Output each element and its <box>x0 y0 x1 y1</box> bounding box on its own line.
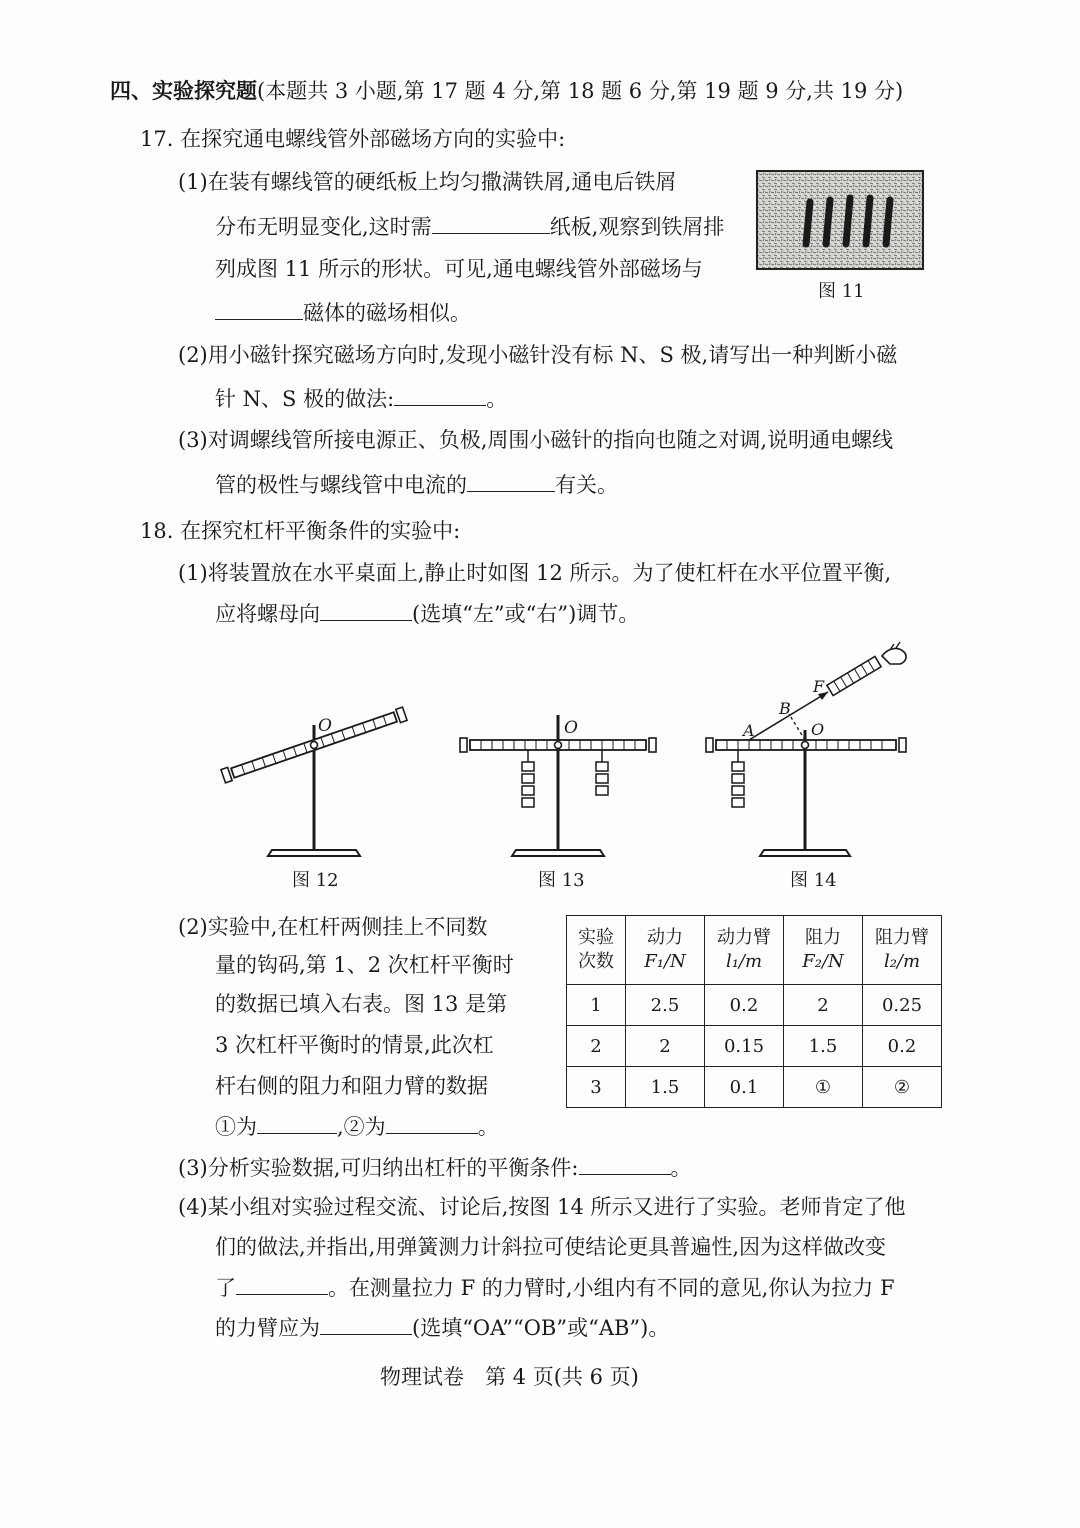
answer-blank[interactable] <box>257 1111 337 1134</box>
q17-p2-text-a: 针 N、S 极的做法: <box>215 387 395 411</box>
figure-12-tilted-lever <box>210 700 420 860</box>
table-cell: 1.5 <box>626 1067 705 1108</box>
q17-p3-line2 <box>215 469 618 500</box>
q18-p4-line4 <box>215 1312 669 1343</box>
answer-blank[interactable] <box>320 598 412 621</box>
answer-blank[interactable] <box>394 383 486 406</box>
fig14-label-F: F <box>813 677 825 696</box>
fig11-caption: 图 11 <box>818 281 865 302</box>
section-note: (本题共 3 小题,第 17 题 4 分,第 18 题 6 分,第 19 题 9 分,共 19 分) <box>257 79 904 103</box>
answer-blank[interactable] <box>215 297 303 320</box>
q18-p2-line2: 量的钩码,第 1、2 次杠杆平衡时 <box>215 953 514 977</box>
q18-stem: 18. 在探究杠杆平衡条件的实验中: <box>140 519 461 543</box>
q18-p4-text-b: 。在测量拉力 F 的力臂时,小组内有不同的意见,你认为拉力 F <box>328 1276 895 1300</box>
q17-p2-text-b: 。 <box>486 387 508 411</box>
q17-p3-text-b: 有关。 <box>555 473 618 497</box>
q18-p1-text-a: 应将螺母向 <box>215 602 320 626</box>
table-row <box>567 985 942 1026</box>
figure-13-balanced-lever <box>456 700 668 860</box>
table-cell: 0.1 <box>705 1067 784 1108</box>
answer-blank[interactable] <box>467 469 555 492</box>
q17-p1-line2 <box>215 211 724 242</box>
section-header <box>110 76 903 106</box>
q18-p3-text-a: (3)分析实验数据,可归纳出杠杆的平衡条件: <box>178 1156 579 1180</box>
table-header-cell: 阻力 F₂/N <box>784 916 863 985</box>
table-cell: 2 <box>626 1026 705 1067</box>
q17-p1-text-a: 分布无明显变化,这时需 <box>215 215 432 239</box>
table-cell: 0.15 <box>705 1026 784 1067</box>
q18-p2-line5: 杆右侧的阻力和阻力臂的数据 <box>215 1074 488 1098</box>
q18-p2-line4: 3 次杠杆平衡时的情景,此次杠 <box>215 1033 494 1057</box>
data-table <box>566 915 942 1108</box>
answer-blank[interactable] <box>236 1272 328 1295</box>
answer-blank[interactable] <box>320 1312 412 1335</box>
fig14-label-O: O <box>811 720 825 739</box>
q18-p2-line6 <box>215 1111 499 1142</box>
fig14-label-B: B <box>779 699 791 718</box>
q18-p2-text-c: 。 <box>477 1115 499 1139</box>
q18-p2-text-a: ①为 <box>215 1115 257 1139</box>
table-cell: 1.5 <box>784 1026 863 1067</box>
q17-p3-line1: (3)对调螺线管所接电源正、负极,周围小磁针的指向也随之对调,说明通电螺线 <box>178 428 894 452</box>
q18-p4-line3 <box>215 1272 895 1303</box>
q17-p2-line1: (2)用小磁针探究磁场方向时,发现小磁针没有标 N、S 极,请写出一种判断小磁 <box>178 343 898 367</box>
q18-p4-text-c: 的力臂应为 <box>215 1316 320 1340</box>
q18-p1-line1: (1)将装置放在水平桌面上,静止时如图 12 所示。为了使杠杆在水平位置平衡, <box>178 561 892 585</box>
q18-p2-line3: 的数据已填入右表。图 13 是第 <box>215 992 508 1016</box>
table-header-cell: 动力臂 l₁/m <box>705 916 784 985</box>
fig13-label-O: O <box>564 718 578 738</box>
q17-p2-line2 <box>215 383 507 414</box>
q17-p3-text-a: 管的极性与螺线管中电流的 <box>215 473 467 497</box>
table-header-row <box>567 916 942 985</box>
q17-p1-text-c: 磁体的磁场相似。 <box>303 301 471 325</box>
fig12-caption: 图 12 <box>292 870 339 891</box>
table-cell: 0.2 <box>863 1026 942 1067</box>
figure-14-angled-pull <box>704 640 918 860</box>
answer-blank[interactable] <box>579 1152 671 1175</box>
table-cell: 0.2 <box>705 985 784 1026</box>
table-row <box>567 1067 942 1108</box>
q18-p4-text-a: 了 <box>215 1276 236 1300</box>
answer-blank[interactable] <box>432 211 550 234</box>
table-cell: 2 <box>567 1026 626 1067</box>
q17-stem: 17. 在探究通电螺线管外部磁场方向的实验中: <box>140 127 566 151</box>
fig14-label-A: A <box>743 721 755 740</box>
q18-p2-line1: (2)实验中,在杠杆两侧挂上不同数 <box>178 915 488 939</box>
section-title: 四、实验探究题 <box>110 78 257 103</box>
table-header-cell: 动力 F₁/N <box>626 916 705 985</box>
table-row <box>567 1026 942 1067</box>
q18-p3-line <box>178 1152 692 1183</box>
q18-p3-text-b: 。 <box>670 1156 692 1180</box>
fig12-label-O: O <box>318 716 332 736</box>
q18-p2-text-b: ,②为 <box>337 1115 386 1139</box>
table-cell: 3 <box>567 1067 626 1108</box>
page-footer: 物理试卷 第 4 页(共 6 页) <box>380 1365 639 1389</box>
table-header-cell: 阻力臂 l₂/m <box>863 916 942 985</box>
q18-p1-line2 <box>215 598 639 629</box>
q18-p4-line2: 们的做法,并指出,用弹簧测力计斜拉可使结论更具普遍性,因为这样做改变 <box>215 1235 887 1259</box>
answer-blank[interactable] <box>386 1111 478 1134</box>
table-cell: 2 <box>784 985 863 1026</box>
q17-p1-line4 <box>215 297 471 328</box>
table-cell-answer-2: ② <box>863 1067 942 1108</box>
table-cell: 1 <box>567 985 626 1026</box>
fig14-caption: 图 14 <box>790 870 837 891</box>
q18-p4-text-d: (选填“OA”“OB”或“AB”)。 <box>412 1316 670 1340</box>
table-cell: 2.5 <box>626 985 705 1026</box>
q17-p1-line1: (1)在装有螺线管的硬纸板上均匀撒满铁屑,通电后铁屑 <box>178 170 677 194</box>
table-cell: 0.25 <box>863 985 942 1026</box>
q17-p1-line3: 列成图 11 所示的形状。可见,通电螺线管外部磁场与 <box>215 257 703 281</box>
q18-p4-line1: (4)某小组对实验过程交流、讨论后,按图 14 所示又进行了实验。老师肯定了他 <box>178 1195 906 1219</box>
figure-11-solenoid <box>756 170 924 270</box>
table-cell-answer-1: ① <box>784 1067 863 1108</box>
q18-p1-text-b: (选填“左”或“右”)调节。 <box>412 602 640 626</box>
table-header-cell: 实验 次数 <box>567 916 626 985</box>
fig13-caption: 图 13 <box>538 870 585 891</box>
q17-p1-text-b: 纸板,观察到铁屑排 <box>549 215 725 239</box>
